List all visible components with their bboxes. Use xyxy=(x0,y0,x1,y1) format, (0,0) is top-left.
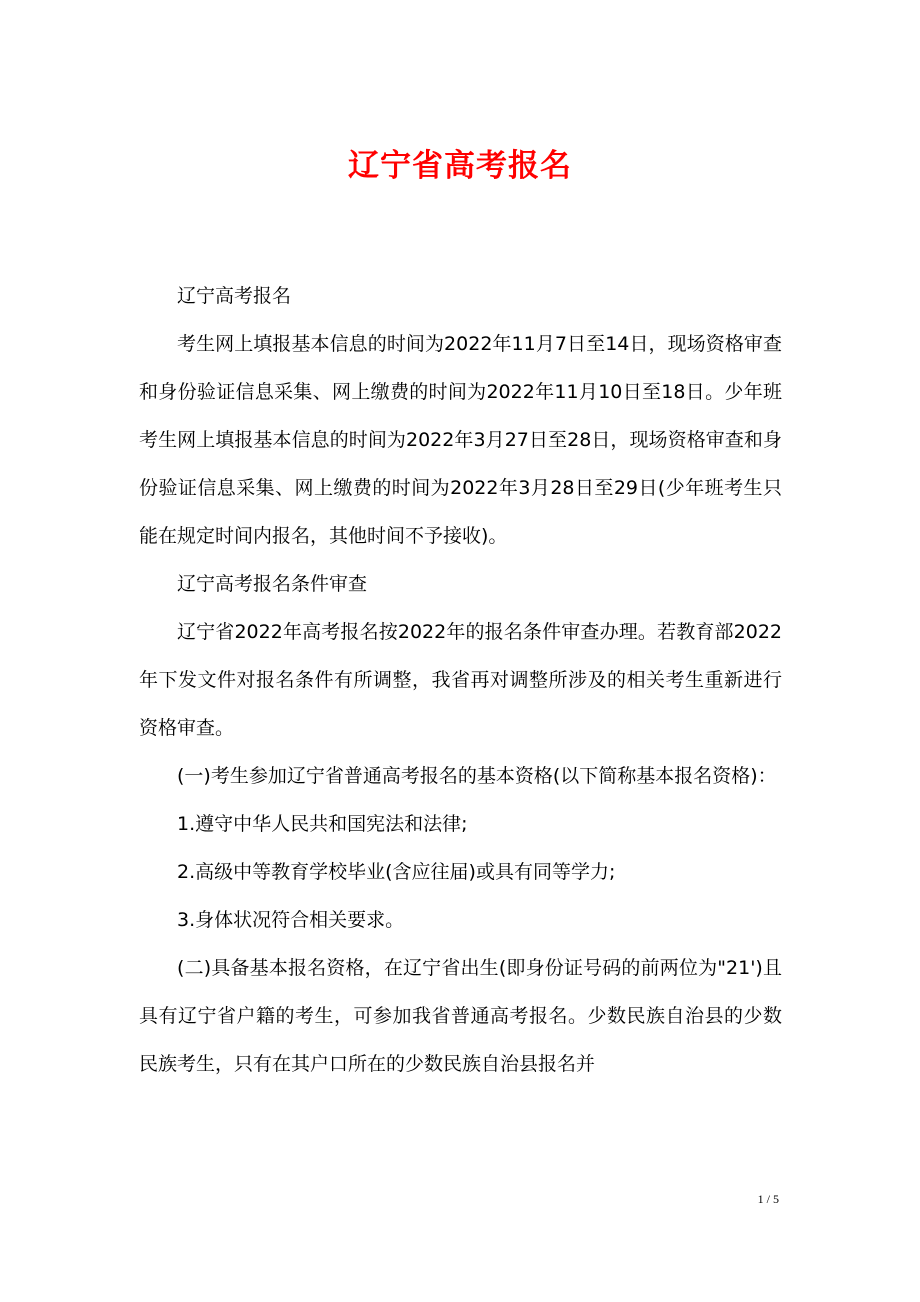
list-item-graduation: 2.高级中等教育学校毕业(含应往届)或具有同等学力; xyxy=(177,861,616,883)
list-item-constitution: 1.遵守中华人民共和国宪法和法律; xyxy=(177,813,468,835)
paragraph-basic-qualification: (一)考生参加辽宁省普通高考报名的基本资格(以下简称基本报名资格)： xyxy=(177,765,777,787)
paragraph-heading-registration: 辽宁高考报名 xyxy=(177,285,292,307)
page-number: 1 / 5 xyxy=(757,1192,779,1206)
document-title: 辽宁省高考报名 xyxy=(348,148,572,184)
list-item-health: 3.身体状况符合相关要求。 xyxy=(177,909,405,931)
paragraph-registration-dates: 考生网上填报基本信息的时间为2022年11月7日至14日，现场资格审查和身份验证信息采集、网上缴费的时间为2022年11月10日至18日。少年班考生网上填报基本信息的时间为2022年3月27日至28日，现场资格审查和身份验证信息采集、网上缴费的时间为2022年3月28日至29日(少年班考生只能在规定时间内报名，其他时间不予接收)。 xyxy=(139,333,782,547)
document-body xyxy=(139,272,782,1088)
paragraph-liaoning-birth: (二)具备基本报名资格，在辽宁省出生(即身份证号码的前两位为"21')且具有辽宁省户籍的考生，可参加我省普通高考报名。少数民族自治县的少数民族考生，只有在其户口所在的少数民族自治县报名并 xyxy=(139,957,782,1075)
paragraph-heading-conditions: 辽宁高考报名条件审查 xyxy=(177,573,368,595)
paragraph-conditions-review: 辽宁省2022年高考报名按2022年的报名条件审查办理。若教育部2022年下发文件对报名条件有所调整，我省再对调整所涉及的相关考生重新进行资格审查。 xyxy=(139,621,782,739)
